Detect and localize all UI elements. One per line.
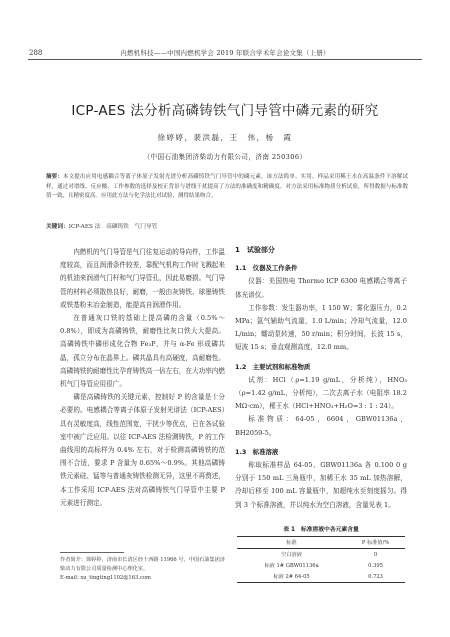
standards-table bbox=[237, 536, 405, 583]
section-heading: 1 试验部分 bbox=[235, 246, 275, 254]
table-row bbox=[237, 549, 405, 561]
intro-paragraph: 内燃机的气门导管是气门往复运动的导向件，工作温度较高，而且润滑条件较差，靠配气机构工作时飞溅起来的机油来润滑气门杆和气门导管孔，因此易磨损。气门导管的材料必须散热良好，耐磨，一般由灰铸铁、球墨铸铁或铁基粉末冶金制造，能提高自润滑作用。 bbox=[60, 248, 225, 309]
subsection-heading: 1.1 仪器及工作条件 bbox=[235, 264, 298, 273]
body-paragraph: 标准物质：64-05，6604，GBW01136a，BH2059-5。 bbox=[235, 415, 407, 437]
intro-paragraph: 在普通灰口铁的基础上提高磷的含量（0.5%～0.8%），即成为高磷铸铁，耐磨性比灰口铁大大提高。高磷铸铁中磷形成化合物 Fe₃P，并与 α-Fe 形成磷共晶，孤立分布在晶界上。磷共晶具有高硬度，高耐磨性。高磷铸铁的耐磨性比孕育铸铁高一倍左右，在大功率内燃机气门导管应用很广。 bbox=[60, 314, 225, 389]
abstract bbox=[46, 173, 408, 202]
body-paragraph: 仪器：美国热电 Thermo ICP 6300 电感耦合等离子体光谱仪。 bbox=[235, 277, 407, 299]
author-footnote bbox=[60, 556, 228, 582]
author-list: 徐婷婷，裴洪磊，王 伟，杨 霞 bbox=[157, 133, 293, 142]
page-number: 288 bbox=[29, 49, 43, 57]
table-cell: 0.395 bbox=[368, 562, 383, 569]
table-caption: 表 1 标准溶液中各元素含量 bbox=[283, 527, 359, 533]
footnote-rule bbox=[60, 552, 124, 553]
header-rule bbox=[28, 59, 422, 60]
body-paragraph: 试剂：HCl（ρ=1.19 g/mL，分析纯），HNO₃（ρ=1.42 g/mL，分析纯），二次去离子水（电阻率 18.2 MΩ·cm），稀王水（HCl+HNO₃+H₂O=3 : 1 : 24）。 bbox=[235, 375, 407, 411]
running-title: 内燃机科技——中国内燃机学会 2019 年联合学术年会论文集（上册） bbox=[120, 49, 330, 57]
table-header-cell: 标准 bbox=[286, 540, 297, 546]
abstract-text: 本文提出应用电感耦合等离子体原子发射光谱分析高磷铸铁气门导管中的磷元素，该方法简单、实用、样品采用稀王水在高温条件下溶解试样，通过对谱线、反应酸、工作参数的选择及校正背景与谱线干扰提高了方法的准确度和精确度。对方法采用标准物质分析试验，所得数据与标准数值一致，且精密度高。应用此方法与化学法比对试验，测得结果吻合。 bbox=[46, 174, 408, 200]
left-column bbox=[60, 246, 225, 510]
abstract-label: 摘要： bbox=[46, 174, 63, 180]
table-header-row bbox=[237, 537, 405, 549]
footnote-text: 作者简介：徐婷婷，济南市长清区经十西路 11966 号，中国石油集团济柴动力有限公司质量检测中心理化室。 bbox=[60, 557, 226, 572]
keywords-label: 关键词： bbox=[46, 224, 69, 230]
table-row bbox=[237, 560, 405, 571]
keywords-text: ICP-AES 法 高磷铸铁 气门导管 bbox=[68, 224, 158, 230]
intro-paragraph: 磷是高磷铸铁的关键元素，控制好 P 的含量是十分必要的。电感耦合等离子体原子发射光谱法（ICP-AES）具有灵敏度高，线性范围宽，干扰少等优点，已在各试验室中被广泛应用。以往 ICP-AES 法检测铸铁，P 的工作曲线用的高标样为 0.4% 左右，对于检测高磷铸铁的范围不合适，要求 P 含量为 0.65%～0.9%。其他高磷铸铁元素硅、锰等与普通灰铸铁检测无异，这里不再赘述，本工作采用 ICP-AES 法对高磷铸铁气门导管中主要 P 元素进行测定。 bbox=[60, 393, 225, 507]
keywords bbox=[46, 221, 408, 230]
table-cell: 标液 2# 64-05 bbox=[273, 574, 310, 580]
paper-title: ICP-AES 法分析高磷铸铁气门导管中磷元素的研究 bbox=[71, 103, 379, 119]
table-row bbox=[237, 571, 405, 583]
footnote-email: E-mail: xu_tingting1102@163.com bbox=[60, 574, 151, 581]
body-paragraph: 工作参数：发生器功率，1 150 W；雾化器压力，0.2 MPa；氩气辅助气流量，1.0 L/min；冷却气流量，12.0 L/min；蠕动泵转速，50 r/min；积分时间，长波 15 s，短波 15 s；垂直观测高度，12.0 mm。 bbox=[235, 303, 407, 352]
table-cell: 空白溶液 bbox=[281, 552, 302, 558]
affiliation: （中国石油集团济柴动力有限公司，济南 250306） bbox=[143, 153, 307, 161]
body-paragraph: 称取标准样品 64-05、GBW01136a 各 0.100 0 g 分别于 150 mL 三角瓶中，加稀王水 35 mL 加热溶解，冷却后移至 100 mL 容量瓶中，加超纯水至刻度摇匀。得到 3 个标准溶液，并以纯水为空白溶液，含量见表 1。 bbox=[235, 461, 407, 509]
table-cell: 0.723 bbox=[368, 573, 383, 580]
subsection-heading: 1.3 标准溶液 bbox=[235, 447, 279, 456]
table-cell: 0 bbox=[373, 551, 378, 558]
subsection-heading: 1.2 主要试剂和标准物质 bbox=[235, 362, 311, 371]
table-cell: 标液 1# GBW01136a bbox=[264, 563, 319, 569]
right-column bbox=[235, 244, 407, 512]
table-header-cell: P 标准值/% bbox=[361, 540, 390, 546]
